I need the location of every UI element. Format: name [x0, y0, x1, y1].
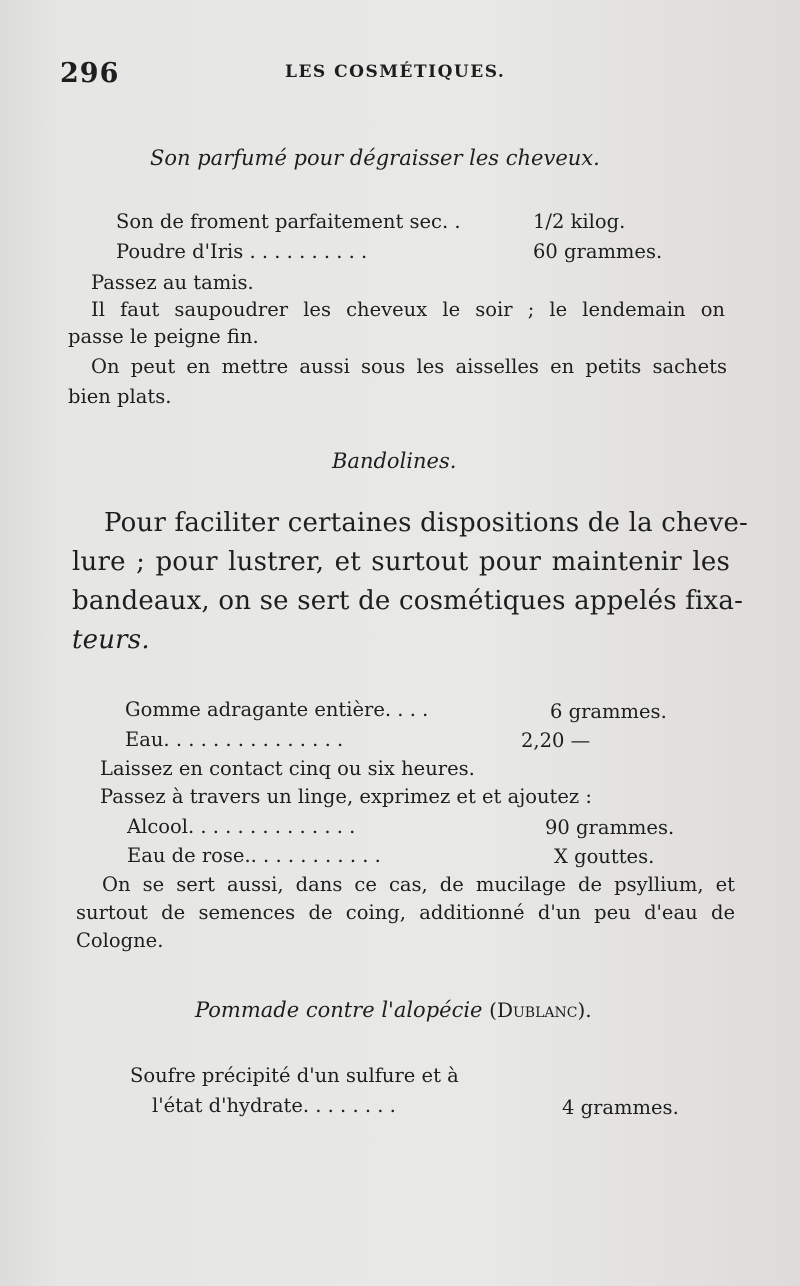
intro-line: teurs.	[72, 625, 150, 655]
paragraph-line: passe le peigne fin.	[68, 325, 259, 348]
instruction-line: Passez au tamis.	[91, 271, 254, 294]
paragraph-line: bien plats.	[68, 385, 172, 408]
paragraph-line: Cologne.	[76, 929, 164, 952]
ingredient-name: Son de froment parfaitement sec. .	[116, 210, 461, 233]
ingredient-qty: 4 grammes.	[562, 1096, 679, 1119]
instruction-line: Passez à travers un linge, exprimez et et ajoutez :	[100, 785, 592, 808]
paragraph-line: On se sert aussi, dans ce cas, de mucilage de psyllium, et	[102, 873, 735, 896]
section-title-son-parfume: Son parfumé pour dégraisser les cheveux.	[150, 146, 600, 170]
section-title-bandolines: Bandolines.	[332, 449, 457, 473]
ingredient-qty: 2,20 —	[521, 729, 591, 752]
instruction-line: Laissez en contact cinq ou six heures.	[100, 757, 475, 780]
section-title-author: (Dublanc).	[489, 998, 592, 1022]
ingredient-qty: 90 grammes.	[545, 816, 675, 839]
ingredient-qty: 6 grammes.	[550, 700, 667, 723]
ingredient-qty: 1/2 kilog.	[533, 210, 626, 233]
page-number: 296	[60, 58, 120, 89]
ingredient-qty: 60 grammes.	[533, 240, 663, 263]
paragraph-line: On peut en mettre aussi sous les aisselles en petits sachets	[91, 355, 727, 378]
intro-line: bandeaux, on se sert de cosmétiques appelés fixa-	[72, 586, 744, 616]
ingredient-name: Soufre précipité d'un sulfure et à	[130, 1064, 459, 1087]
ingredient-qty: X gouttes.	[554, 845, 655, 868]
section-title-pommade	[195, 998, 592, 1022]
paragraph-line: surtout de semences de coing, additionné d'un peu d'eau de	[76, 901, 735, 924]
ingredient-name: l'état d'hydrate. . . . . . . .	[152, 1094, 396, 1117]
intro-line: lure ; pour lustrer, et surtout pour maintenir les	[72, 547, 730, 577]
section-title-text: Pommade contre l'alopécie	[195, 998, 483, 1022]
intro-line: Pour faciliter certaines dispositions de la cheve-	[104, 508, 749, 538]
ingredient-name: Eau de rose.. . . . . . . . . . .	[127, 844, 381, 867]
ingredient-name: Poudre d'Iris . . . . . . . . . .	[116, 240, 368, 263]
running-title: LES COSMÉTIQUES.	[285, 62, 506, 82]
ingredient-name: Gomme adragante entière. . . .	[125, 698, 429, 721]
ingredient-name: Eau. . . . . . . . . . . . . . .	[125, 728, 344, 751]
paragraph-line: Il faut saupoudrer les cheveux le soir ; le lendemain on	[91, 298, 725, 321]
ingredient-name: Alcool. . . . . . . . . . . . . .	[127, 815, 356, 838]
